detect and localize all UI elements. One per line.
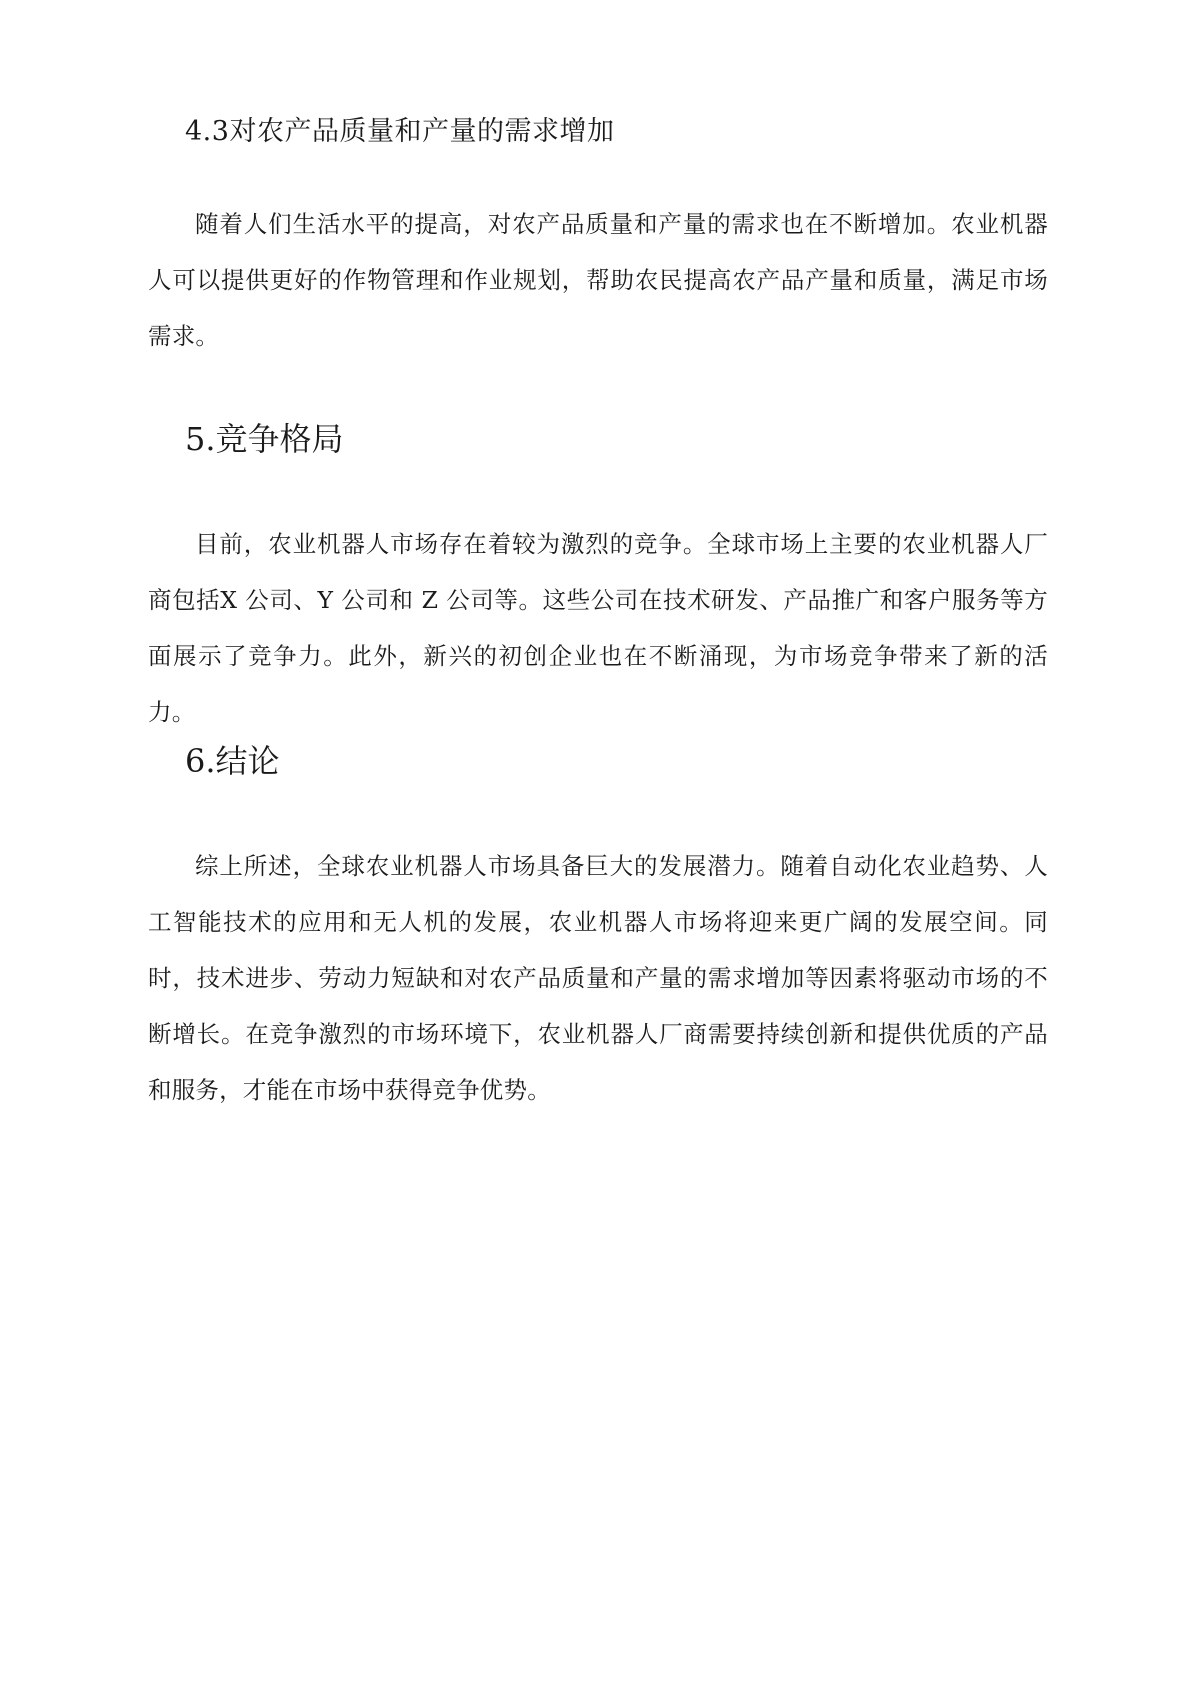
- section-4-3-paragraph: 随着人们生活水平的提高，对农产品质量和产量的需求也在不断增加。农业机器人可以提供更好的作物管理和作业规划，帮助农民提高农产品产量和质量，满足市场需求。: [148, 210, 1048, 350]
- section-6-heading: 6.结论: [185, 742, 280, 780]
- section-4-3-heading: 4.3对农产品质量和产量的需求增加: [185, 116, 615, 147]
- section-5-heading: 5.竞争格局: [185, 420, 344, 458]
- section-5-paragraph: 目前，农业机器人市场存在着较为激烈的竞争。全球市场上主要的农业机器人厂商包括X 公司、Y 公司和 Z 公司等。这些公司在技术研发、产品推广和客户服务等方面展示了竞争力。此外，新兴的初创企业也在不断涌现，为市场竞争带来了新的活力。: [148, 530, 1048, 726]
- section-6-paragraph: 综上所述，全球农业机器人市场具备巨大的发展潜力。随着自动化农业趋势、人工智能技术的应用和无人机的发展，农业机器人市场将迎来更广阔的发展空间。同时，技术进步、劳动力短缺和对农产品质量和产量的需求增加等因素将驱动市场的不断增长。在竞争激烈的市场环境下，农业机器人厂商需要持续创新和提供优质的产品和服务，才能在市场中获得竞争优势。: [148, 852, 1048, 1104]
